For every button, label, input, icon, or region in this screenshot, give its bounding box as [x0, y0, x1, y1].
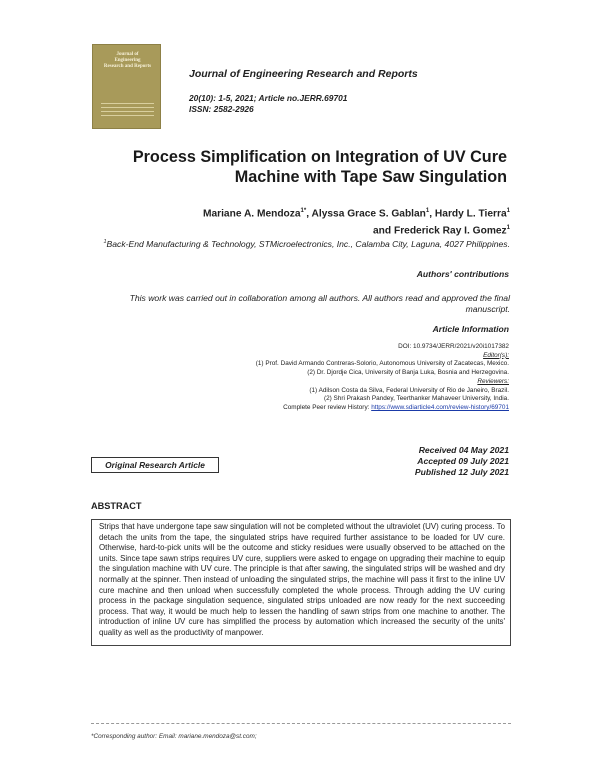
corresponding-author-footnote: *Corresponding author: Email: mariane.mendoza@st.com; [91, 733, 257, 740]
journal-name: Journal of Engineering Research and Reports [189, 68, 418, 80]
author-list: Mariane A. Mendoza$^{1*}$, Alyssa Grace S. Gablan$^1$, Hardy L. Tierra$^1$ and Frederick Ray I. Gomez$^1$ [202, 208, 510, 237]
article-info-heading: Article Information [432, 324, 509, 334]
author-name: Mariane A. Mendoza [202, 208, 301, 220]
contributions-text: This work was carried out in collaboration among all authors. All authors read and approved the final manuscript. [129, 293, 510, 314]
journal-issn: ISSN: 2582-2926 [189, 104, 254, 114]
accepted-date: Accepted 09 July 2021 [417, 456, 509, 466]
journal-cover-image [92, 44, 161, 129]
review-history-link[interactable]: https://www.sdiarticle4.com/review-history/69701 [371, 403, 509, 411]
paper-title: Process Simplification on Integration of UV Cure Machine with Tape Saw Singulation [132, 148, 507, 186]
review-history: Complete Peer review History: https://www.sdiarticle4.com/review-history/69701 [283, 403, 509, 411]
publication-dates [415, 445, 509, 478]
article-info-block [179, 343, 509, 413]
reviewer-entry: (1) Adilson Costa da Silva, Federal University of Rio de Janeiro, Brazil. [309, 386, 509, 394]
journal-meta [189, 93, 347, 115]
author-name: Frederick Ray I. Gomez [393, 225, 507, 237]
author-name: Alyssa Grace S. Gablan [311, 208, 426, 220]
doi: DOI: 10.9734/JERR/2021/v20i1017382 [398, 343, 509, 350]
article-type-badge: Original Research Article [91, 457, 219, 473]
editors-label: Editor(s): [483, 351, 509, 359]
journal-volume: 20(10): 1-5, 2021; Article no.JERR.69701 [189, 93, 348, 103]
contributions-heading: Authors' contributions [416, 269, 509, 279]
abstract-box [91, 519, 511, 646]
reviewer-entry: (2) Shri Prakash Pandey, Teerthanker Mahaveer University, India. [323, 395, 509, 403]
cover-decoration [101, 103, 154, 119]
reviewers-label: Reviewers: [477, 377, 509, 385]
author-name: Hardy L. Tierra [434, 208, 507, 220]
author-affiliation: $^1$Back-End Manufacturing & Technology, STMicroelectronics, Inc., Calamba City, Laguna, 4027 Philippines. [103, 238, 510, 249]
editor-entry: (2) Dr. Djordje Cica, University of Banja Luka, Bosnia and Herzegovina. [307, 369, 509, 377]
editor-entry: (1) Prof. David Armando Contreras-Solorio, Autonomous University of Zacatecas, Mexico. [255, 360, 509, 368]
footnote-divider [91, 723, 511, 724]
received-date: Received 04 May 2021 [418, 445, 509, 455]
abstract-heading: ABSTRACT [91, 501, 142, 511]
abstract-text: Strips that have undergone tape saw singulation will not be completed without the ultraviolet (UV) curing process. To detach the units from the tape, the singulated strips have required further assistance to be loaded for UV cure. Otherwise, hard-to-pick units will be the outcome and sticky residues were usually observed to be attached on the units. Since tape sawn strips requires UV cure, suppliers were asked to engage on upgrading their machine to equip the singulation machine with UV cure. The principle is that after sawing, the singulated strips will be washed and dry normally at the spinner. Then instead of unloading the singulated strips, the machine will pass it first to the inline UV cure machine and then unload when successfully completed the whole process. Through adding the UV curing process in the package singulation sequence, singulated strips unloaded are now ready for the next succeeding process. That way, it would be much help to lessen the handling of sawn strips from one machine to another. The introduction of inline UV cure has simplified the process by automation which increased the security of the units' quality as well as the productivity of manpower. [99, 522, 505, 637]
published-date: Published 12 July 2021 [414, 467, 509, 477]
cover-title: Journal of Engineering Research and Reports [103, 52, 152, 69]
